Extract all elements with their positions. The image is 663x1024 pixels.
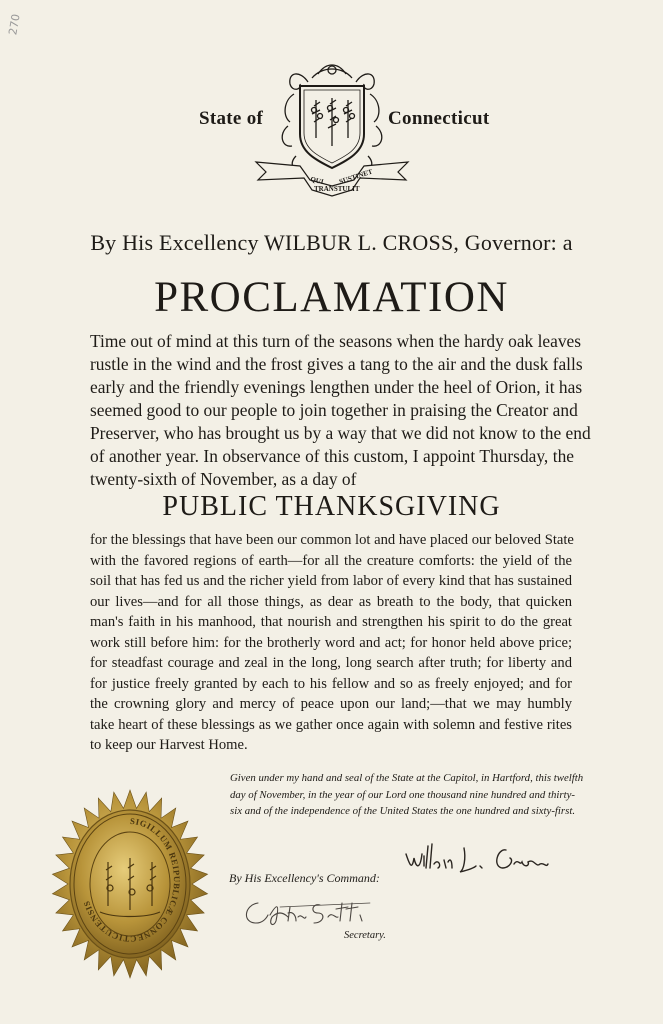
text-line: Time out of mind at this turn of the seasons when the hardy oak leaves — [90, 331, 582, 351]
state-header — [0, 60, 663, 200]
governor-signature — [402, 836, 552, 878]
text-line: early and the friendly evenings lengthen under the heel of Orion, it has — [90, 377, 583, 397]
text-line: rustle in the wind and the frost gives a tang to the air and the dusk falls — [90, 354, 583, 374]
proclamation-paragraph-2 — [90, 530, 572, 756]
intro-line: By His Excellency WILBUR L. CROSS, Governor: a — [90, 230, 573, 255]
text-line: Preserver, who has brought us by a way that we did not know to the end — [90, 423, 591, 443]
text-line: with the favored regions of earth—for all the creature comforts: the yield of the — [90, 552, 572, 569]
proclamation-paragraph-1 — [90, 330, 591, 491]
text-line: six and of the independence of the United States the one hundred and sixty-first. — [230, 805, 576, 817]
motto-right: SUSTINET — [338, 167, 374, 186]
subtitle: PUBLIC THANKSGIVING — [162, 491, 501, 522]
command-label: By His Excellency's Command: — [229, 871, 380, 885]
seal-text: SIGILLUM REIPUBLICÆ CONNECTICUTENSIS — [81, 815, 182, 945]
text-line: our lives—and for all those things, as dear as breath to the body, that quicken — [90, 593, 572, 610]
secretary-signature — [240, 895, 390, 929]
text-line: take heart of these blessings as we gather once again with solemn and festive rites — [90, 716, 572, 733]
page-title: PROCLAMATION — [154, 274, 509, 321]
gold-seal-icon — [50, 788, 210, 980]
given-under-hand-text — [230, 770, 584, 820]
text-line: man's faith in his manhood, that nourish and strengthen his spirit to do the great — [90, 614, 572, 630]
pencil-mark: 270 — [6, 13, 23, 36]
text-line: for the blessings that have been our common lot and have placed our beloved State — [90, 532, 574, 548]
text-line: work still before him: for the brotherly word and act; for honor held above price; — [90, 634, 572, 651]
text-line: of another year. In observance of this custom, I appoint Thursday, the — [90, 446, 574, 466]
text-line: to keep our Harvest Home. — [90, 737, 248, 753]
coat-of-arms-icon — [248, 60, 416, 200]
text-line: Given under my hand and seal of the State at the Capitol, in Hartford, this twelfth — [230, 772, 584, 784]
text-line: day of November, in the year of our Lord one thousand nine hundred and thirty- — [230, 788, 575, 801]
text-line: for justice freely granted by each to his fellow and so as freely enjoyed; and for — [90, 675, 572, 692]
text-line: soil that has fed us and the richer yield from labor of every kind that has sustained — [90, 573, 572, 589]
text-line: seemed good to our people to join together in praising the Creator and — [90, 400, 578, 420]
state-of-label: State of — [199, 108, 264, 129]
secretary-label: Secretary. — [344, 930, 386, 941]
motto-center: TRANSTULIT — [314, 185, 360, 193]
motto-left: QUI — [309, 175, 325, 187]
text-line: the crowning glory and mercy of peace upon our land;—that we may humbly — [90, 696, 572, 712]
text-line: for steadfast courage and zeal in the long, long search after truth; for liberty and — [90, 655, 572, 671]
connecticut-label: Connecticut — [388, 108, 490, 129]
text-line: twenty-sixth of November, as a day of — [90, 469, 357, 489]
